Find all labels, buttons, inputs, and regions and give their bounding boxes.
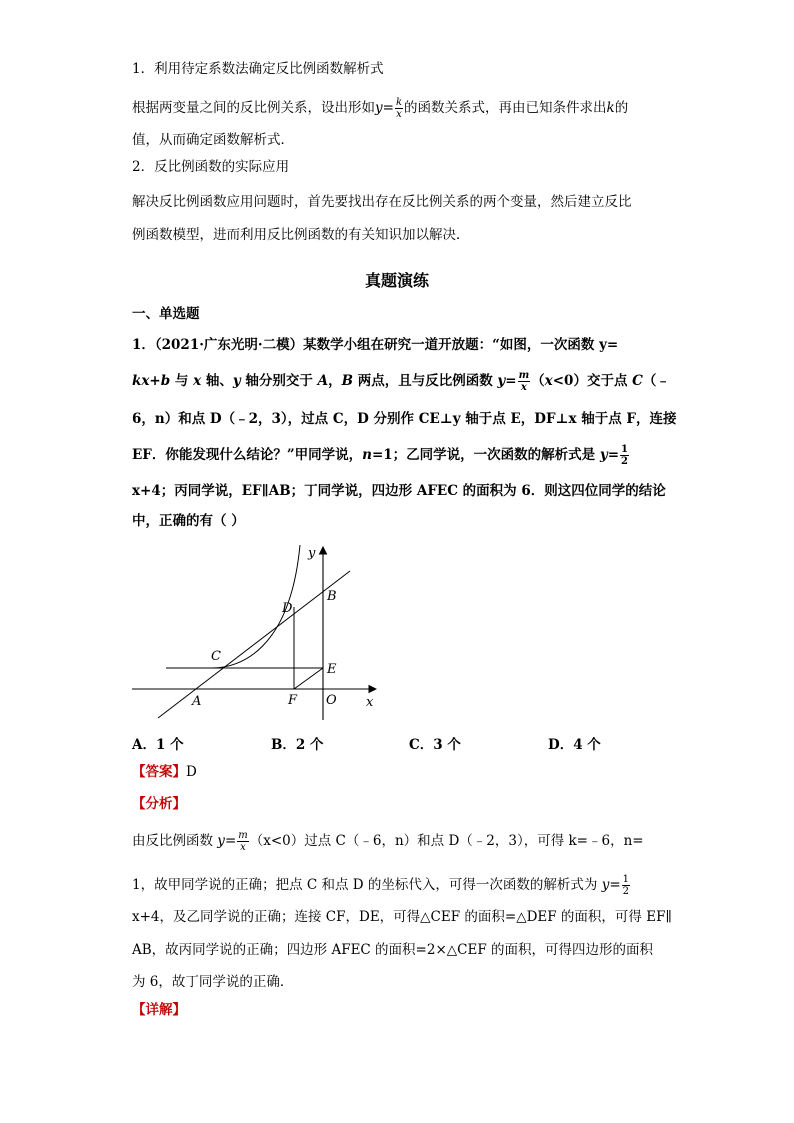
option-d[interactable]: D．4 个 [548, 737, 601, 753]
question-line1: 1．（2021·广东光明·二模）某数学小组在研究一道开放题：“如图，一次函数 y= [132, 337, 619, 353]
label-A: A [192, 694, 202, 709]
page-title: 真题演练 [364, 271, 429, 290]
detail-label: 【详解】 [132, 1002, 186, 1018]
fraction-one-half-analysis: $\frac{1}{2}$ [622, 874, 630, 897]
section2-heading: 2．反比例函数的实际应用 [132, 159, 290, 175]
analysis-line4: AB，故丙同学说的正确；四边形 AFEC 的面积=2×△CEF 的面积，可得四边形的面积 [132, 942, 653, 958]
part-heading: 一、单选题 [132, 306, 200, 322]
analysis-line3: x+4，及乙同学说的正确；连接 CF，DE，可得△CEF 的面积=△DEF 的面积，可得 EF∥ [132, 909, 672, 925]
fraction-m-over-x-analysis: $\frac{m}{x}$ [238, 830, 248, 853]
section1-paragraph-line1: 根据两变量之间的反比例关系，设出形如y= $\frac{k}{x}$ 的函数关系式，再由已知条件求出k的 [132, 97, 629, 120]
fraction-k-over-x: $\frac{k}{x}$ [395, 97, 403, 120]
function-graph-figure [128, 540, 388, 730]
analysis-line5: 为 6，故丁同学说的正确． [132, 974, 294, 990]
answer-label: 【答案】 [132, 764, 186, 780]
label-O: O [326, 693, 337, 708]
option-c[interactable]: C．3 个 [409, 737, 461, 753]
fraction-m-over-x: $\frac{m}{x}$ [518, 370, 530, 393]
analysis-line2: 1，故甲同学说的正确；把点 C 和点 D 的坐标代入，可得一次函数的解析式为 y= $\frac{1}{2}$ [132, 874, 630, 897]
label-E: E [327, 662, 337, 677]
section2-paragraph-line1: 解决反比例函数应用问题时，首先要找出存在反比例关系的两个变量，然后建立反比 [132, 194, 632, 210]
analysis-label: 【分析】 [132, 796, 186, 812]
linear-function-line [158, 571, 350, 718]
option-b[interactable]: B．2 个 [271, 737, 324, 753]
analysis-line1: 由反比例函数 y= $\frac{m}{x}$ （x<0）过点 C（﹣6，n）和点 D（﹣2，3），可得 k=﹣6，n= [132, 830, 644, 853]
label-y: y [308, 546, 316, 561]
label-F: F [288, 693, 298, 708]
answer-value: D [186, 764, 197, 780]
label-x: x [366, 695, 374, 710]
segment-EF [294, 668, 323, 689]
question-line3: 6，n）和点 D（﹣2，3），过点 C，D 分别作 CE⊥y 轴于点 E，DF⊥x 轴于点 F，连接 [132, 411, 677, 427]
question-line6: 中，正确的有（ ） [132, 513, 245, 529]
section1-paragraph-line2: 值，从而确定函数解析式． [132, 132, 294, 148]
question-line2: kx+b 与 x 轴、y 轴分别交于 A，B 两点，且与反比例函数 y= $\frac{m}{x}$ （x<0）交于点 C（﹣ [132, 370, 670, 393]
section1-heading: 1．利用待定系数法确定反比例函数解析式 [132, 61, 384, 77]
question-line4: EF．你能发现什么结论？”甲同学说，n=1；乙同学说，一次函数的解析式是 y= $\frac{1}{2}$ [132, 444, 629, 467]
question-line5: x+4；丙同学说，EF∥AB；丁同学说，四边形 AFEC 的面积为 6．则这四位同学的结论 [132, 483, 666, 499]
label-C: C [211, 649, 221, 664]
option-a[interactable]: A．1 个 [132, 737, 184, 753]
label-D: D [282, 601, 293, 616]
fraction-one-half: $\frac{1}{2}$ [621, 444, 629, 467]
section2-paragraph-line2: 例函数模型，进而利用反比例函数的有关知识加以解决． [132, 227, 470, 243]
label-B: B [327, 589, 337, 604]
answer-line [132, 763, 197, 781]
